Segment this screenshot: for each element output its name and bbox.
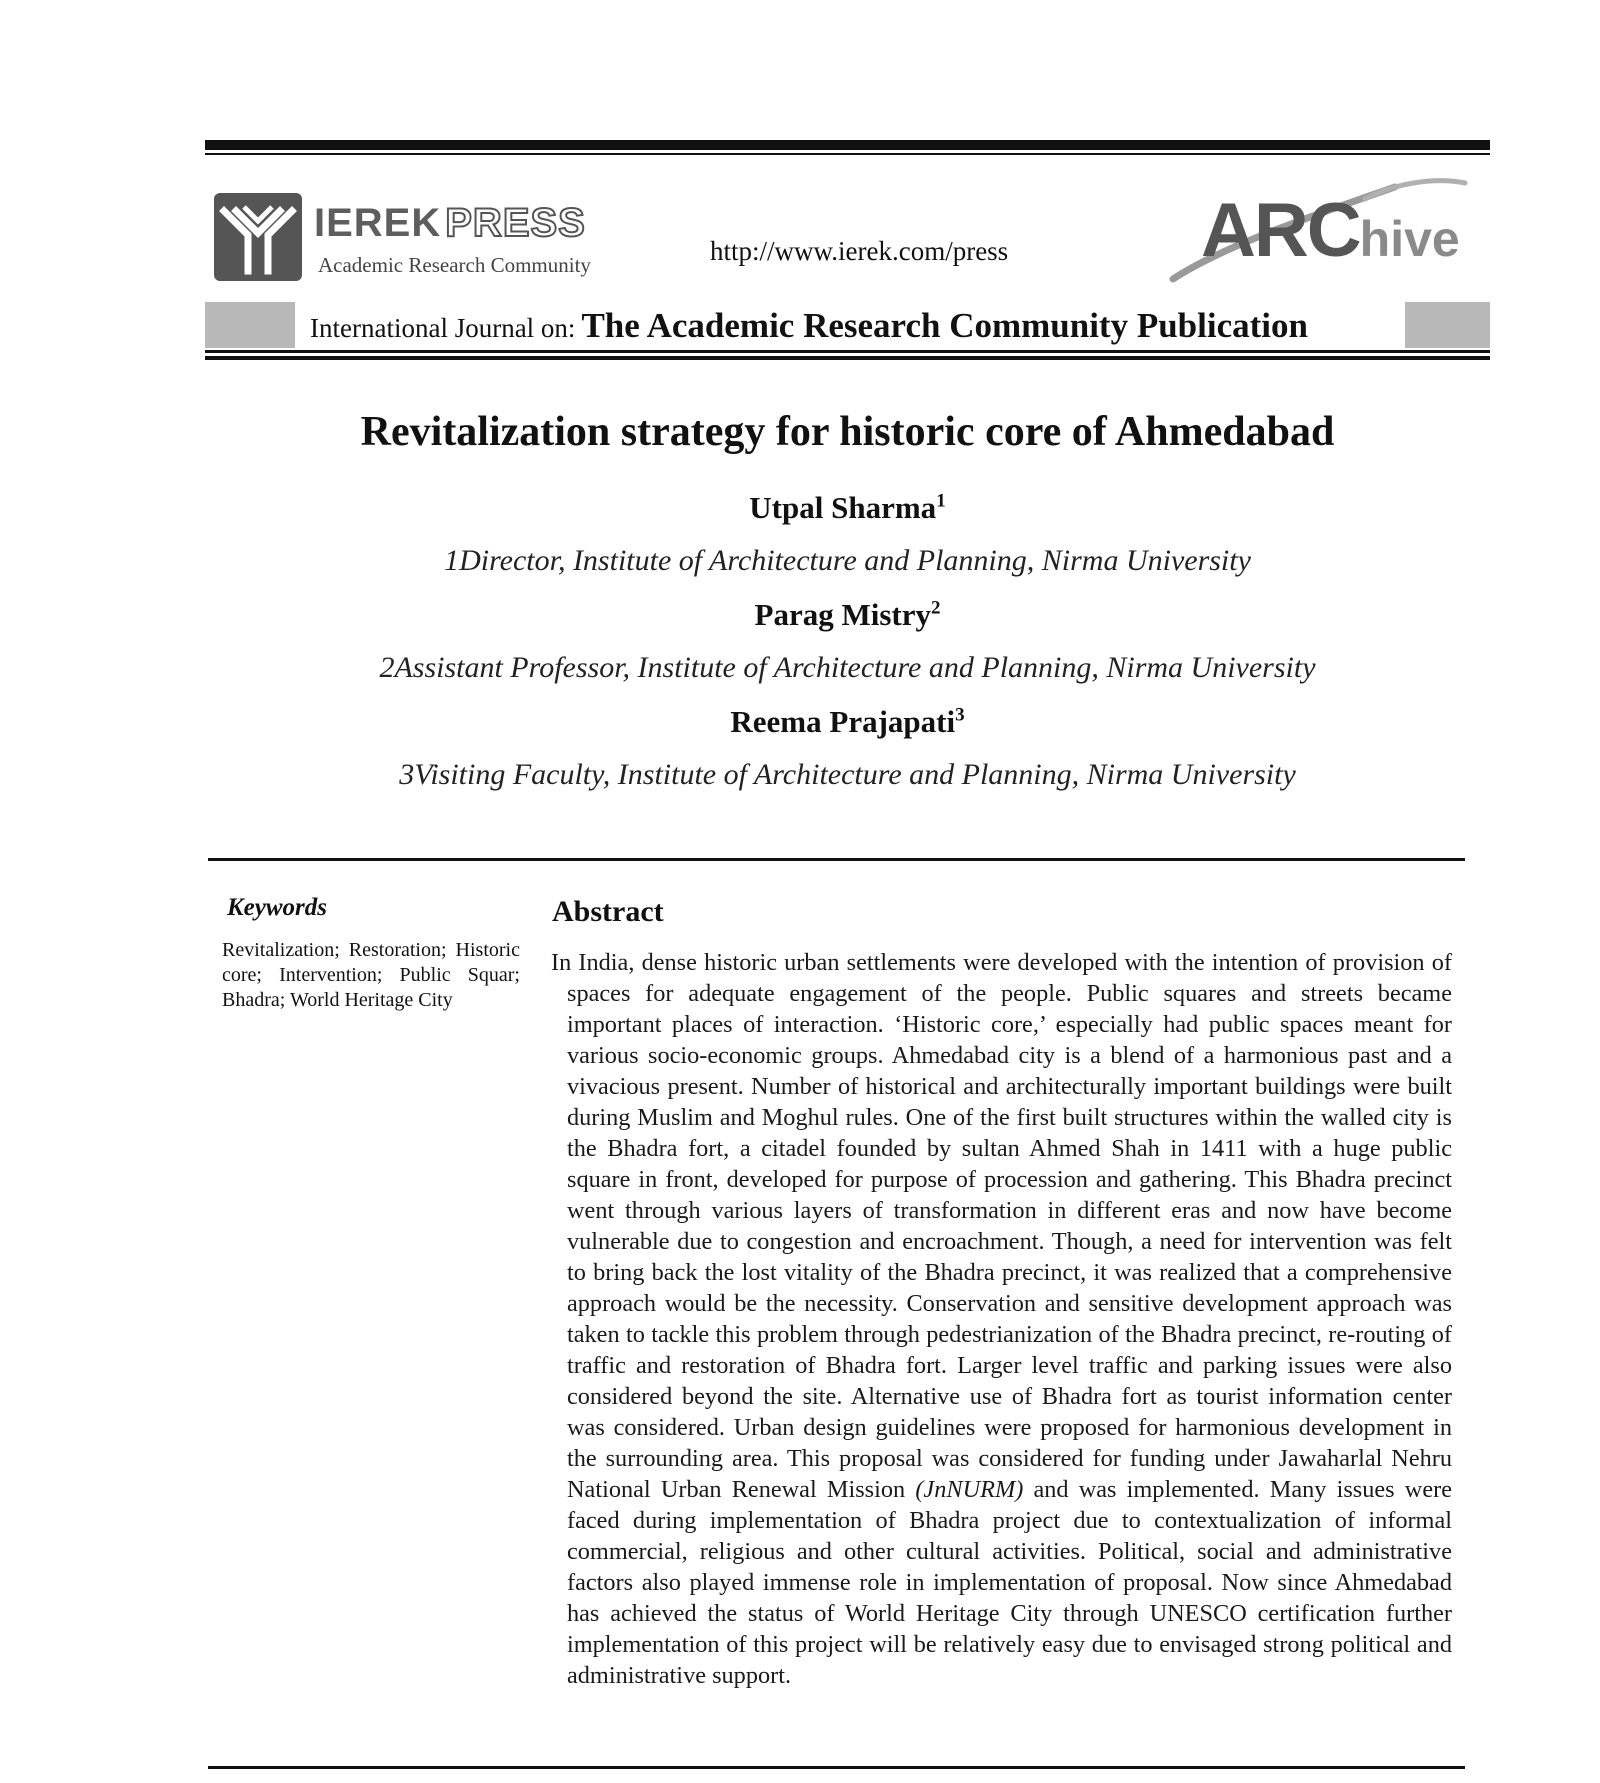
section-divider — [208, 858, 1465, 861]
author-3-affiliation: 3Visiting Faculty, Institute of Architecture and Planning, Nirma University — [399, 758, 1296, 791]
ierek-logo-mark-icon — [214, 193, 302, 281]
abstract-text-before: In India, dense historic urban settlements were developed with the intention of provision of spaces for adequate engagement of the people. Public squares and streets became important places of interaction. ‘Historic core,’ especially had public spaces meant for various socio-economic groups. Ahmedabad city is a blend of a harmonious past and a vivacious present. Number of historical and architecturally important buildings were built during Muslim and Moghul rules. One of the first built structures within the walled city is the Bhadra fort, a citadel founded by sultan Ahmed Shah in 1411 with a huge public square in front, developed for purpose of procession and gathering. This Bhadra precinct went through various layers of transformation in different eras and now have become vulnerable due to congestion and encroachment. Though, a need for intervention was felt to bring back the lost vitality of the Bhadra precinct, it was realized that a comprehensive approach would be the necessity. Conservation and sensitive development approach was taken to tackle this problem through pedestrianization of the Bhadra precinct, re-routing of traffic and restoration of Bhadra fort. Larger level traffic and parking issues were also considered beyond the site. Alternative use of Bhadra fort as tourist information center was considered. Urban design guidelines were proposed for harmonious development in the surrounding area. This proposal was considered for funding under Jawaharlal Nehru National Urban Renewal Mission — [551, 949, 1452, 1503]
masthead-bottom-rule-2 — [205, 356, 1490, 360]
ierek-logo-wordmark — [314, 201, 586, 246]
journal-line — [310, 306, 1308, 346]
archive-wordmark — [1201, 188, 1460, 273]
author-1 — [205, 490, 1490, 526]
press-url[interactable]: http://www.ierek.com/press — [710, 236, 1009, 266]
author-3-name: Reema Prajapati — [730, 704, 956, 739]
author-2-name: Parag Mistry — [754, 597, 931, 632]
author-2 — [205, 597, 1490, 633]
author-3-sup: 3 — [955, 704, 965, 726]
footer-rule — [208, 1766, 1465, 1769]
ierek-logo-press: PRESS — [445, 201, 586, 245]
abstract-body — [551, 947, 1452, 1691]
ierek-logo-tagline: Academic Research Community — [318, 253, 591, 277]
archive-logo — [1165, 175, 1495, 290]
author-2-sup: 2 — [930, 597, 941, 619]
keywords-heading: Keywords — [227, 894, 327, 921]
paper-title: Revitalization strategy for historic core of Ahmedabad — [360, 409, 1335, 455]
journal-prefix: International Journal on: — [310, 313, 576, 343]
abstract-heading: Abstract — [552, 895, 664, 928]
keywords-text: Revitalization; Restoration; Historic core; Intervention; Public Squar; Bhadra; World Heritage City — [222, 939, 520, 1011]
archive-logo-tail: hive — [1359, 211, 1460, 267]
author-2-affiliation: 2Assistant Professor, Institute of Architecture and Planning, Nirma University — [379, 651, 1316, 684]
author-1-name: Utpal Sharma — [749, 490, 937, 525]
masthead-top-rule — [205, 140, 1490, 150]
journal-name: The Academic Research Community Publication — [581, 306, 1308, 345]
ierek-press-logo — [214, 193, 634, 283]
abstract-text-after: and was implemented. Many issues were faced during implementation of Bhadra project due to contextualization of informal commercial, religious and other cultural activities. Political, social and administrative factors also played immense role in implementation of proposal. Now since Ahmedabad has achieved the status of World Heritage City through UNESCO certification further implementation of this project will be relatively easy due to envisaged strong political and administrative support. — [567, 1476, 1452, 1689]
author-1-affiliation: 1Director, Institute of Architecture and Planning, Nirma University — [444, 544, 1251, 577]
archive-logo-main: ARC — [1201, 188, 1360, 273]
author-1-sup: 1 — [936, 490, 946, 512]
masthead-bottom-rule — [205, 350, 1490, 353]
abstract-text-italic: (JnNURM) — [915, 1476, 1024, 1503]
masthead-top-rule-thin — [205, 153, 1490, 155]
ierek-logo-name: IEREK — [314, 201, 442, 245]
author-3 — [205, 704, 1490, 740]
